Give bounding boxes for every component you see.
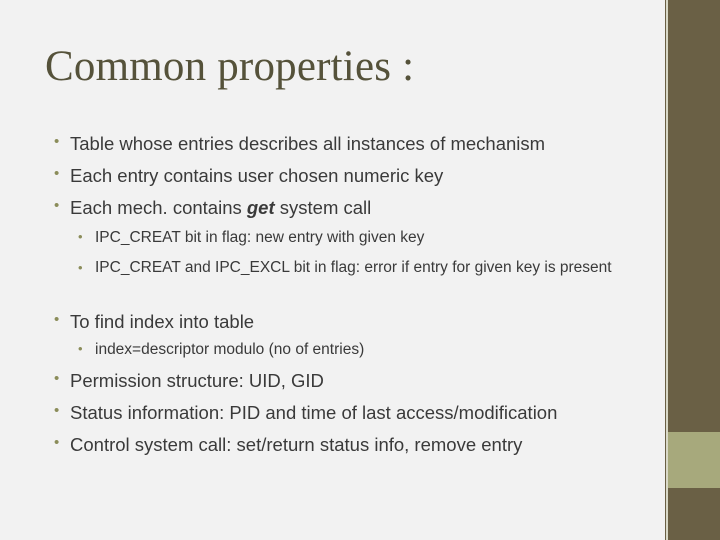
sub-bullet-item (78, 341, 365, 359)
bullet-icon: • (54, 370, 60, 387)
bullet-item (54, 311, 255, 333)
sub-bullet-icon: • (78, 341, 83, 356)
bullet-text-suffix: system call (274, 197, 372, 218)
sub-bullet-text: index=descriptor modulo (no of entries) (95, 341, 365, 358)
bullet-icon: • (54, 133, 60, 150)
sub-bullet-item (78, 256, 630, 279)
bullet-text-prefix: Each mech. contains (70, 197, 247, 218)
bullet-text: Table whose entries describes all instances of mechanism (70, 133, 546, 154)
sub-bullet-text: IPC_CREAT and IPC_EXCL bit in flag: error if entry for given key is present (95, 259, 612, 276)
slide-title: Common properties : (45, 43, 415, 90)
sidebar-accent-block (668, 432, 720, 488)
bullet-keyword-get: get (246, 197, 275, 218)
sub-bullet-text: IPC_CREAT bit in flag: new entry with given key (95, 229, 425, 246)
sub-bullet-item (78, 229, 425, 247)
bullet-text: Control system call: set/return status info, remove entry (70, 434, 523, 455)
bullet-text: Status information: PID and time of last access/modification (70, 402, 558, 423)
bullet-item (54, 197, 372, 219)
bullet-text: To find index into table (70, 311, 255, 332)
bullet-icon: • (54, 402, 60, 419)
bullet-text: Permission structure: UID, GID (70, 370, 324, 391)
bullet-item (54, 133, 546, 155)
bullet-item (54, 370, 324, 392)
bullet-icon: • (54, 434, 60, 451)
bullet-item (54, 165, 444, 187)
bullet-item (54, 402, 558, 424)
bullet-icon: • (54, 311, 60, 328)
bullet-item (54, 434, 523, 456)
sub-bullet-icon: • (78, 229, 83, 244)
bullet-icon: • (54, 197, 60, 214)
bullet-icon: • (54, 165, 60, 182)
bullet-text: Each entry contains user chosen numeric key (70, 165, 444, 186)
sub-bullet-icon: • (78, 260, 83, 275)
